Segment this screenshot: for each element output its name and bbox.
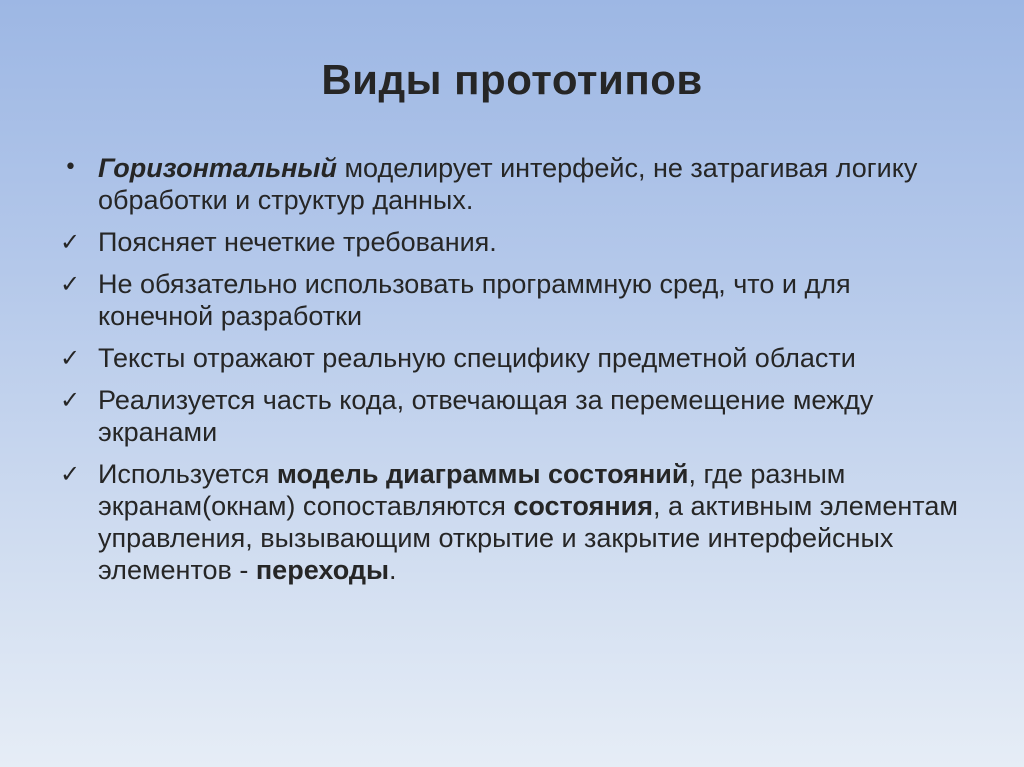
bullet-text: Не обязательно использовать программную сред, что и для конечной разработки xyxy=(98,269,851,331)
bullet-text: Тексты отражают реальную специфику предметной области xyxy=(98,343,856,373)
bullet-dot-icon: • xyxy=(64,155,77,180)
bullet-item-navigation-code xyxy=(60,384,960,448)
bullet-item-horizontal xyxy=(60,152,960,216)
bullet-item-state-diagram xyxy=(60,458,960,586)
bullet-text: моделирует интерфейс, не затрагивая логику обработки и структур данных. xyxy=(98,153,918,215)
checkmark-icon: ✓ xyxy=(60,344,81,372)
checkmark-icon: ✓ xyxy=(60,386,81,414)
bullet-text: , а активным элементам управления, вызывающим открытие и закрытие интерфейсных элементов - xyxy=(98,491,958,585)
bullet-text: . xyxy=(389,555,397,585)
checkmark-icon: ✓ xyxy=(60,228,81,256)
checkmark-icon: ✓ xyxy=(60,460,81,488)
term-state-diagram-model: модель диаграммы состояний xyxy=(276,459,689,489)
bullet-item-environment xyxy=(60,268,960,332)
bullet-text: Используется xyxy=(98,459,277,489)
bullet-item-texts xyxy=(60,342,960,374)
term-states: состояния xyxy=(513,491,653,521)
bullet-text: Реализуется часть кода, отвечающая за перемещение между экранами xyxy=(98,385,874,447)
bullet-list xyxy=(60,152,960,596)
term-transitions: переходы xyxy=(255,555,390,585)
bullet-text: , где разным экранам(окнам) сопоставляются xyxy=(98,459,846,521)
checkmark-icon: ✓ xyxy=(60,270,81,298)
bullet-item-requirements xyxy=(60,226,960,258)
slide-title: Виды прототипов xyxy=(321,56,703,103)
term-horizontal: Горизонтальный xyxy=(98,153,337,183)
bullet-text: Поясняет нечеткие требования. xyxy=(98,227,497,257)
